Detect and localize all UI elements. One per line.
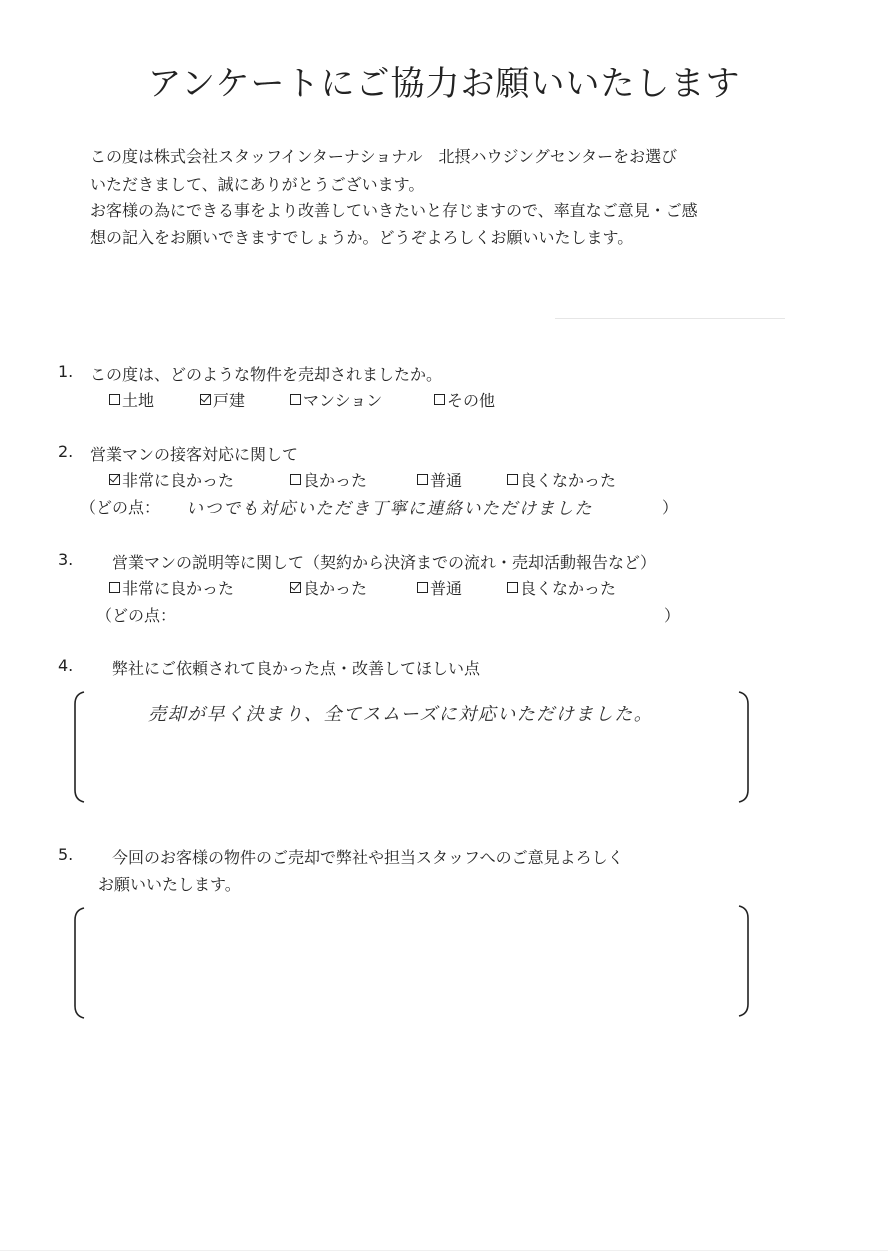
q2-option-bad[interactable] (507, 468, 616, 491)
checkbox-icon[interactable] (507, 474, 518, 485)
q5-box-left-bracket (70, 906, 86, 1020)
q1-option-other[interactable] (434, 388, 495, 411)
checkbox-icon[interactable] (434, 394, 445, 405)
q4-number: 4. (58, 656, 74, 675)
q3-option-bad-label: 良くなかった (520, 579, 617, 598)
q4-text: 弊社にご依頼されて良かった点・改善してほしい点 (112, 659, 481, 678)
q3-text: 営業マンの説明等に関して（契約から決済までの流れ・売却活動報告など） (112, 553, 657, 572)
q2-option-good[interactable] (290, 468, 367, 491)
q1-number: 1. (58, 362, 74, 381)
q2-option-good-label: 良かった (303, 471, 368, 490)
checked-checkbox-icon[interactable] (200, 394, 211, 405)
q2-text: 営業マンの接客対応に関して (90, 445, 299, 464)
q2-option-very-good[interactable] (109, 468, 234, 491)
checkbox-icon[interactable] (417, 582, 428, 593)
checkbox-icon[interactable] (417, 474, 428, 485)
q2-option-very-good-label: 非常に良かった (122, 471, 235, 490)
q1-option-land-label: 土地 (122, 391, 155, 410)
checkbox-icon[interactable] (109, 394, 120, 405)
q1-text: この度は、どのような物件を売却されましたか。 (90, 365, 443, 384)
intro-line-3: お客様の為にできる事をより改善していきたいと存じますので、率直なご意見・ご感 (90, 201, 698, 220)
checkbox-icon[interactable] (109, 582, 120, 593)
q3-point-open: （どの点： (96, 606, 177, 625)
checked-checkbox-icon[interactable] (109, 474, 120, 485)
q1-option-other-label: その他 (447, 391, 496, 410)
q4-box-left-bracket (70, 690, 86, 804)
q5-text-line-2: お願いいたします。 (98, 875, 241, 894)
q1-option-house-label: 戸建 (213, 391, 246, 410)
q3-option-normal[interactable] (417, 576, 462, 599)
q1-option-mansion-label: マンション (303, 391, 383, 410)
q2-number: 2. (58, 442, 74, 461)
q3-number: 3. (58, 550, 74, 569)
intro-line-4: 想の記入をお願いできますでしょうか。どうぞよろしくお願いいたします。 (90, 228, 634, 247)
q3-option-very-good-label: 非常に良かった (122, 579, 235, 598)
checkbox-icon[interactable] (290, 474, 301, 485)
scan-artifact-line (555, 318, 785, 319)
q5-box-right-bracket (737, 904, 753, 1018)
q2-point-close: ） (662, 498, 679, 517)
q1-option-house[interactable] (200, 388, 245, 411)
q2-point-open: （どの点： (80, 498, 161, 517)
q5-number: 5. (58, 845, 74, 864)
checkbox-icon[interactable] (507, 582, 518, 593)
intro-line-1: この度は株式会社スタッフインターナショナル 北摂ハウジングセンターをお選び (90, 147, 678, 166)
checkbox-icon[interactable] (290, 394, 301, 405)
q2-option-normal-label: 普通 (430, 471, 463, 490)
q5-text-line-1: 今回のお客様の物件のご売却で弊社や担当スタッフへのご意見よろしく (112, 848, 624, 867)
q3-option-normal-label: 普通 (430, 579, 463, 598)
q4-answer[interactable]: 売却が早く決まり、全てスムーズに対応いただけました。 (148, 704, 654, 725)
q1-option-land[interactable] (109, 388, 154, 411)
q4-box-right-bracket (737, 690, 753, 804)
q2-point-answer[interactable]: いつでも対応いただき丁寧に連絡いただけました (186, 499, 593, 519)
checked-checkbox-icon[interactable] (290, 582, 301, 593)
q1-option-mansion[interactable] (290, 388, 382, 411)
q3-option-good-label: 良かった (303, 579, 368, 598)
q3-point-close: ） (664, 606, 681, 625)
q3-option-very-good[interactable] (109, 576, 234, 599)
q3-option-good[interactable] (290, 576, 367, 599)
q2-option-normal[interactable] (417, 468, 462, 491)
page-title: アンケートにご協力お願いいたします (147, 64, 741, 104)
q2-option-bad-label: 良くなかった (520, 471, 617, 490)
q3-option-bad[interactable] (507, 576, 616, 599)
scan-bottom-edge (0, 1250, 888, 1251)
intro-line-2: いただきまして、誠にありがとうございます。 (90, 175, 425, 194)
